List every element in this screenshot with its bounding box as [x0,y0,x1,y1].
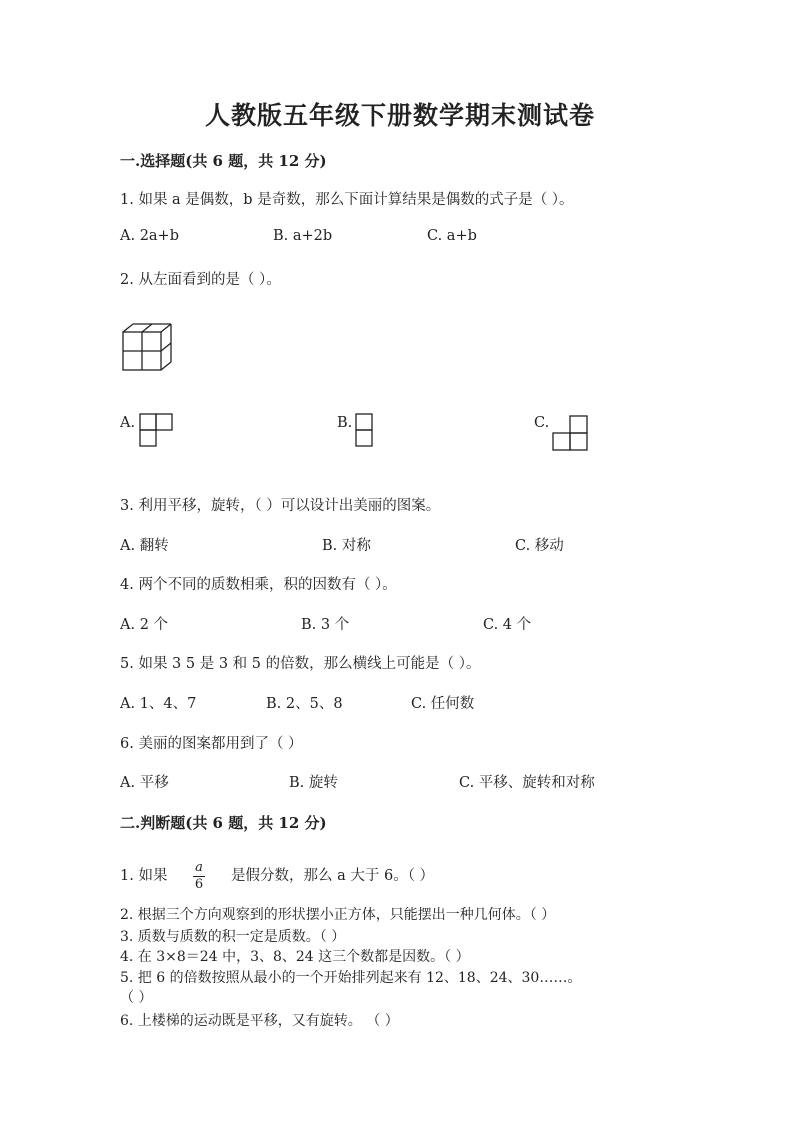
question-6-option-a: A. 平移 [120,775,169,791]
question-4-option-a: A. 2 个 [120,617,169,633]
fraction-numerator: a [195,860,203,875]
question-2-option-c-label: C. [534,415,550,431]
fraction-a-over-6 [193,856,205,892]
question-1-option-c: C. a+b [427,228,477,244]
fraction-denominator: 6 [194,877,204,892]
question-2-option-b-label: B. [337,415,353,431]
judge-2-text: 2. 根据三个方向观察到的形状摆小正方体，只能摆出一种几何体。（ ） [120,907,556,923]
question-3-option-b: B. 对称 [322,538,371,554]
question-2-text: 2. 从左面看到的是（ ）。 [120,272,281,288]
judge-4-text: 4. 在 3×8＝24 中，3、8、24 这三个数都是因数。（ ） [120,949,470,965]
judge-1-suffix: 是假分数，那么 a 大于 6。（ ） [231,868,435,884]
question-5-option-a: A. 1、4、7 [120,696,197,712]
question-4-option-c: C. 4 个 [483,617,532,633]
question-2-option-b-figure [355,413,375,449]
section-heading-choice: 一.选择题(共 6 题，共 12 分) [120,152,327,170]
question-6-option-b: B. 旋转 [289,775,338,791]
cube-stack-figure [121,322,173,372]
question-3-text: 3. 利用平移，旋转，（ ）可以设计出美丽的图案。 [120,498,441,514]
question-5-option-c: C. 任何数 [411,696,475,712]
question-2-option-c-figure [552,415,590,451]
judge-5-answer-paren: （ ） [120,990,153,1006]
judge-5-text: 5. 把 6 的倍数按照从最小的一个开始排列起来有 12、18、24、30……。 [120,970,582,986]
question-1-option-a: A. 2a+b [120,228,179,244]
question-3-option-c: C. 移动 [515,538,564,554]
question-2-option-a-label: A. [120,415,136,431]
section-heading-judgement: 二.判断题(共 6 题，共 12 分) [120,814,327,832]
judge-1-prefix: 1. 如果 [120,868,168,884]
page-title: 人教版五年级下册数学期末测试卷 [204,101,595,130]
judge-6-text: 6. 上楼梯的运动既是平移，又有旋转。 （ ） [120,1013,399,1029]
question-1-text: 1. 如果 a 是偶数，b 是奇数，那么下面计算结果是偶数的式子是（ ）。 [120,192,574,208]
question-4-text: 4. 两个不同的质数相乘，积的因数有（ ）。 [120,577,397,593]
question-4-option-b: B. 3 个 [301,617,350,633]
question-2-option-a-figure [139,413,175,449]
question-6-option-c: C. 平移、旋转和对称 [459,775,595,791]
question-5-option-b: B. 2、5、8 [266,696,343,712]
question-5-text: 5. 如果 3 5 是 3 和 5 的倍数，那么横线上可能是（ ）。 [120,656,481,672]
question-6-text: 6. 美丽的图案都用到了（ ） [120,736,303,752]
judge-3-text: 3. 质数与质数的积一定是质数。（ ） [120,929,346,945]
question-1-option-b: B. a+2b [273,228,333,244]
question-3-option-a: A. 翻转 [120,538,169,554]
